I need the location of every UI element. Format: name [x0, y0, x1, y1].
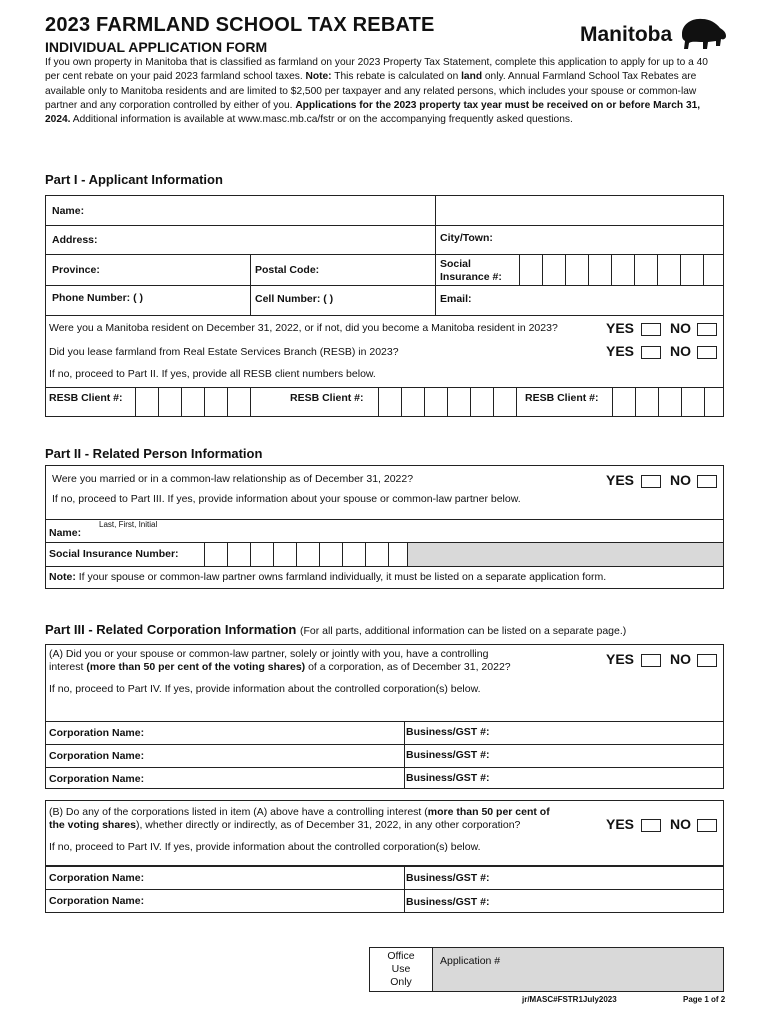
corp-b-gst-field-1[interactable]	[500, 868, 720, 888]
corp-a-name-label-2: Corporation Name:	[49, 750, 145, 762]
email-field[interactable]	[480, 287, 722, 313]
province-field[interactable]	[110, 256, 248, 284]
part1-heading: Part I - Applicant Information	[45, 172, 223, 187]
resb-yes-checkbox[interactable]	[641, 346, 661, 359]
sin-label-2: Insurance #:	[440, 271, 502, 283]
spouse-sin-label: Social Insurance Number:	[49, 548, 179, 560]
logo-text: Manitoba	[580, 23, 673, 46]
resident-yes-label: YES	[606, 320, 635, 336]
sin-label-1: Social	[440, 258, 471, 270]
corp-a-name-field-1[interactable]	[155, 723, 400, 743]
resident-no-label: NO	[670, 320, 691, 336]
married-no-label: NO	[670, 472, 691, 488]
corp-b-name-field-1[interactable]	[155, 868, 400, 888]
resb-no-label: NO	[670, 343, 691, 359]
corp-a-name-field-2[interactable]	[155, 746, 400, 766]
resb-question: Did you lease farmland from Real Estate Services Branch (RESB) in 2023?	[49, 346, 399, 358]
part2-note: Note: If your spouse or common-law partner owns farmland individually, it must be listed on a separate application form.	[49, 571, 607, 583]
phone-label: Phone Number: ( )	[52, 292, 143, 304]
part3a-question-1: (A) Did you or your spouse or common-law partner, solely or jointly with you, have a controlling	[49, 648, 489, 660]
province-label: Province:	[52, 264, 100, 276]
corp-b-gst-label-1: Business/GST #:	[406, 872, 490, 884]
corp-b-yes-label: YES	[606, 816, 635, 832]
married-question: Were you married or in a common-law relationship as of December 31, 2022?	[52, 473, 414, 485]
corp-b-no-checkbox[interactable]	[697, 819, 717, 832]
married-yes-label: YES	[606, 472, 635, 488]
resident-yes-checkbox[interactable]	[641, 323, 661, 336]
corp-a-gst-field-3[interactable]	[500, 769, 720, 788]
part3-heading: Part III - Related Corporation Information (For all parts, additional information can be listed on a separate page.)	[45, 622, 627, 637]
resb-client-label-3: RESB Client #:	[525, 392, 599, 404]
corp-a-no-label: NO	[670, 651, 691, 667]
applicant-name-field[interactable]	[100, 197, 430, 223]
corp-a-gst-label-2: Business/GST #:	[406, 749, 490, 761]
form-code: jr/MASC#FSTR1July2023	[522, 995, 617, 1004]
resident-no-checkbox[interactable]	[697, 323, 717, 336]
spouse-name-field[interactable]	[90, 528, 720, 541]
spouse-name-label: Name:	[49, 527, 82, 539]
office-use-label: Office Use Only	[387, 950, 415, 988]
cell-label: Cell Number: ( )	[255, 293, 334, 305]
corp-a-yes-label: YES	[606, 651, 635, 667]
part2-heading: Part II - Related Person Information	[45, 446, 263, 461]
corp-a-yes-checkbox[interactable]	[641, 654, 661, 667]
corp-b-name-field-2[interactable]	[155, 891, 400, 912]
manitoba-logo	[578, 16, 728, 52]
resb-client-cells-3[interactable]	[612, 387, 727, 417]
corp-a-gst-field-2[interactable]	[500, 746, 720, 766]
married-no-checkbox[interactable]	[697, 475, 717, 488]
applicant-sin-cells[interactable]	[519, 254, 726, 285]
city-field[interactable]	[500, 227, 722, 253]
corp-b-no-label: NO	[670, 816, 691, 832]
part3a-question-2: interest (more than 50 per cent of the voting shares) of a corporation, as of December 31, 2022?	[49, 661, 511, 673]
corp-a-name-field-3[interactable]	[155, 769, 400, 788]
married-yes-checkbox[interactable]	[641, 475, 661, 488]
resb-client-cells-2[interactable]	[378, 387, 539, 417]
address-field[interactable]	[110, 227, 430, 253]
corp-a-name-label-3: Corporation Name:	[49, 773, 145, 785]
corp-a-gst-field-1[interactable]	[500, 723, 720, 743]
application-number-label: Application #	[440, 955, 501, 967]
applicant-name-extra-field[interactable]	[437, 197, 722, 223]
resb-no-checkbox[interactable]	[697, 346, 717, 359]
resb-instructions: If no, proceed to Part II. If yes, provide all RESB client numbers below.	[49, 368, 376, 380]
resb-client-cells-1[interactable]	[135, 387, 273, 417]
postal-code-field[interactable]	[330, 256, 433, 284]
resident-question: Were you a Manitoba resident on December 31, 2022, or if not, did you become a Manitoba resident in 2023?	[49, 322, 558, 334]
page-number: Page 1 of 2	[683, 995, 726, 1004]
form-subtitle: INDIVIDUAL APPLICATION FORM	[45, 39, 268, 55]
corp-a-gst-label-1: Business/GST #:	[406, 726, 490, 738]
shaded-area	[408, 543, 723, 566]
corp-b-name-label-1: Corporation Name:	[49, 872, 145, 884]
cell-field[interactable]	[370, 287, 433, 313]
part3b-question-2: the voting shares), whether directly or indirectly, as of December 31, 2022, in any other corporation?	[49, 819, 521, 831]
corp-a-name-label-1: Corporation Name:	[49, 727, 145, 739]
postal-code-label: Postal Code:	[255, 264, 320, 276]
intro-paragraph: If you own property in Manitoba that is classified as farmland on your 2023 Property Tax Statement, complete this application to apply for up to a 40 per cent rebate on your paid 2023 farmland school taxes. Note: This rebate is calculated on land only. Annual Farmland School Tax Rebates are available only to Manitoba residents and are limited to $2,500 per taxpayer and any related persons, which includes your spouse or common-law partner and any corporation controlled by either of you. Applications for the 2023 property tax year must be received on or before March 31, 2024. Additional information is available at www.masc.mb.ca/fstr or on the accompanying frequently asked questions.	[45, 57, 708, 126]
part3b-instructions: If no, proceed to Part IV. If yes, provide information about the controlled corporation(s) below.	[49, 841, 481, 853]
name-hint: Last, First, Initial	[99, 520, 158, 529]
resb-yes-label: YES	[606, 343, 635, 359]
address-label: Address:	[52, 234, 98, 246]
form-title: 2023 FARMLAND SCHOOL TAX REBATE	[45, 14, 435, 36]
resb-client-label-2: RESB Client #:	[290, 392, 364, 404]
corp-b-name-label-2: Corporation Name:	[49, 895, 145, 907]
resb-client-label-1: RESB Client #:	[49, 392, 123, 404]
corp-b-gst-field-2[interactable]	[500, 891, 720, 912]
corp-a-gst-label-3: Business/GST #:	[406, 772, 490, 784]
corp-b-yes-checkbox[interactable]	[641, 819, 661, 832]
name-label: Name:	[52, 205, 85, 217]
phone-field[interactable]	[185, 287, 248, 313]
corp-a-no-checkbox[interactable]	[697, 654, 717, 667]
part2-instructions: If no, proceed to Part III. If yes, provide information about your spouse or common-law partner below.	[52, 493, 521, 505]
bison-icon	[678, 16, 728, 52]
email-label: Email:	[440, 293, 472, 305]
part3b-question-1: (B) Do any of the corporations listed in item (A) above have a controlling interest (more than 50 per cent of	[49, 806, 550, 818]
corp-b-gst-label-2: Business/GST #:	[406, 896, 490, 908]
spouse-sin-cells[interactable]	[204, 542, 411, 566]
part3a-instructions: If no, proceed to Part IV. If yes, provide information about the controlled corporation(s) below.	[49, 683, 481, 695]
city-label: City/Town:	[440, 232, 493, 244]
